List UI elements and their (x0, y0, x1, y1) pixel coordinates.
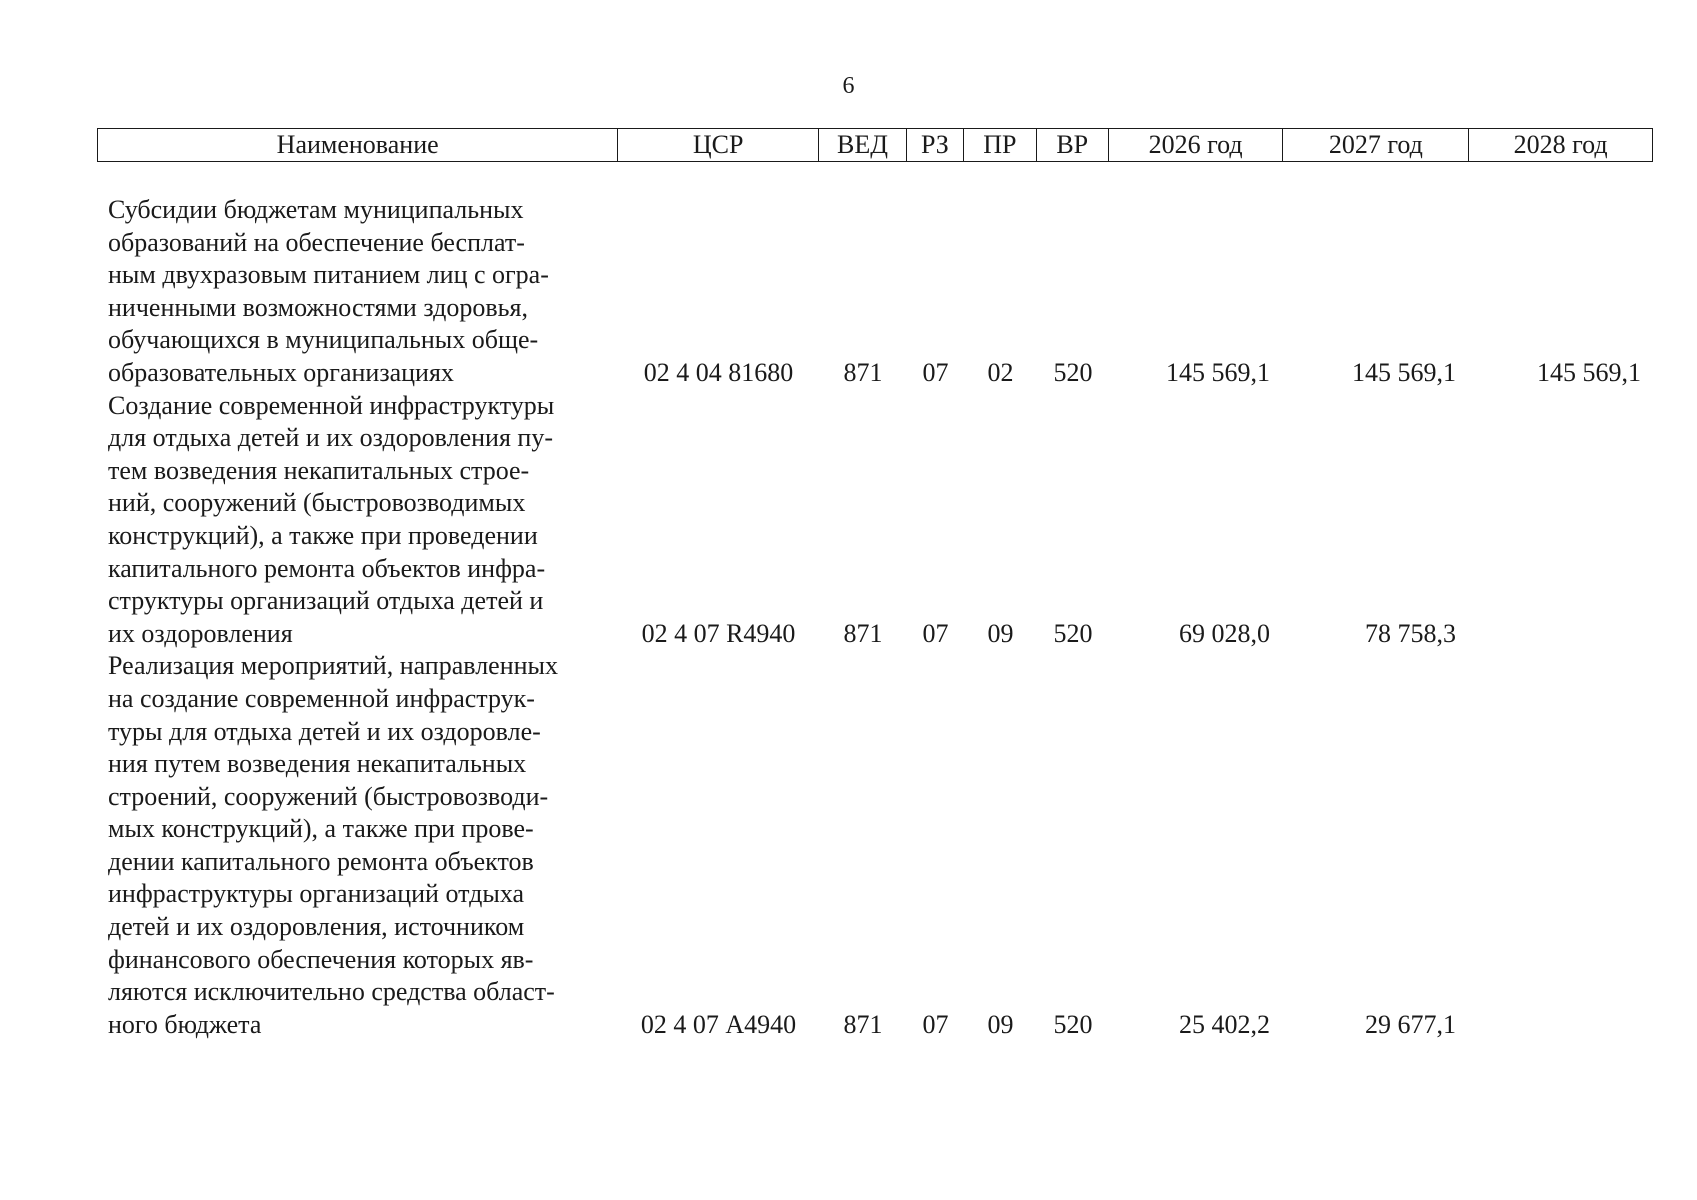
column-header-2028: 2028 год (1513, 130, 1608, 159)
cell-ved: 871 (843, 357, 883, 387)
cell-2026: 25 402,2 (1179, 1009, 1270, 1039)
name-line: Реализация мероприятий, направленных (108, 651, 559, 681)
cell-csr: 02 4 07 R4940 (641, 618, 796, 648)
page-number: 6 (842, 73, 855, 99)
name-line: ния путем возведения некапитальных (108, 749, 527, 779)
cell-rz: 07 (922, 357, 949, 387)
name-line: Субсидии бюджетам муниципальных (108, 195, 524, 224)
table-body (97, 194, 1653, 1041)
name-line: конструкций), а также при проведении (108, 520, 538, 550)
table-header (97, 128, 1653, 162)
cell-csr: 02 4 04 81680 (643, 357, 794, 387)
column-header-name: Наименование (98, 129, 618, 161)
name-line: детей и их оздоровления, источником (108, 912, 525, 942)
table-row (97, 194, 1653, 390)
column-header-pr: ПР (964, 129, 1037, 161)
name-line: инфраструктуры организаций отдыха (108, 879, 525, 909)
cell-vr: 520 (1053, 618, 1093, 648)
cell-ved: 871 (843, 1009, 883, 1039)
cell-2026: 145 569,1 (1166, 357, 1270, 387)
name-line: ного бюджета (108, 1009, 262, 1039)
column-header-2026: 2026 год (1109, 129, 1284, 161)
table-row (97, 390, 1653, 651)
column-header-vr: ВР (1037, 129, 1109, 161)
column-header-2027: 2027 год (1283, 129, 1469, 161)
cell-2027: 145 569,1 (1352, 357, 1456, 387)
name-line: обучающихся в муниципальных обще- (108, 325, 539, 355)
name-line: образований на обеспечение бесплат- (108, 227, 525, 257)
cell-2027: 29 677,1 (1365, 1009, 1456, 1039)
cell-rz: 07 (922, 618, 949, 648)
column-header-rz: РЗ (907, 129, 964, 161)
name-line: Создание современной инфраструктуры (108, 390, 555, 420)
name-line: туры для отдыха детей и их оздоровле- (108, 716, 541, 746)
name-line: ным двухразовым питанием лиц с огра- (108, 260, 549, 290)
name-line: ниченными возможностями здоровья, (108, 292, 528, 322)
name-line: дении капитального ремонта объектов (108, 846, 534, 876)
name-line: структуры организаций отдыха детей и (108, 586, 544, 616)
cell-vr: 520 (1053, 357, 1093, 387)
cell-name (97, 390, 618, 651)
name-line: ляются исключительно средства област- (108, 977, 555, 1007)
table-row (97, 650, 1653, 1041)
name-line: образовательных организациях (108, 357, 454, 387)
cell-ved: 871 (843, 618, 883, 648)
cell-name (97, 650, 618, 1041)
name-line: ний, сооружений (быстровозводимых (108, 488, 526, 518)
cell-vr: 520 (1053, 1009, 1093, 1039)
column-header-csr: ЦСР (618, 129, 819, 161)
cell-csr: 02 4 07 А4940 (640, 1009, 797, 1039)
name-line: мых конструкций), а также при прове- (108, 814, 534, 844)
name-line: строений, сооружений (быстровозводи- (108, 781, 549, 811)
name-line: для отдыха детей и их оздоровления пу- (108, 423, 553, 453)
cell-pr: 02 (987, 357, 1014, 387)
cell-pr: 09 (987, 1009, 1014, 1039)
column-header-ved: ВЕД (819, 129, 907, 161)
name-line: на создание современной инфраструк- (108, 683, 535, 713)
cell-pr: 09 (987, 618, 1014, 648)
name-line: тем возведения некапитальных строе- (108, 455, 530, 485)
cell-rz: 07 (922, 1009, 949, 1039)
cell-name (97, 194, 618, 390)
cell-2026: 69 028,0 (1179, 618, 1270, 648)
cell-2027: 78 758,3 (1365, 618, 1456, 648)
name-line: капитального ремонта объектов инфра- (108, 553, 546, 583)
name-line: финансового обеспечения которых яв- (108, 944, 534, 974)
name-line: их оздоровления (108, 618, 293, 648)
cell-2028: 145 569,1 (1537, 357, 1641, 387)
